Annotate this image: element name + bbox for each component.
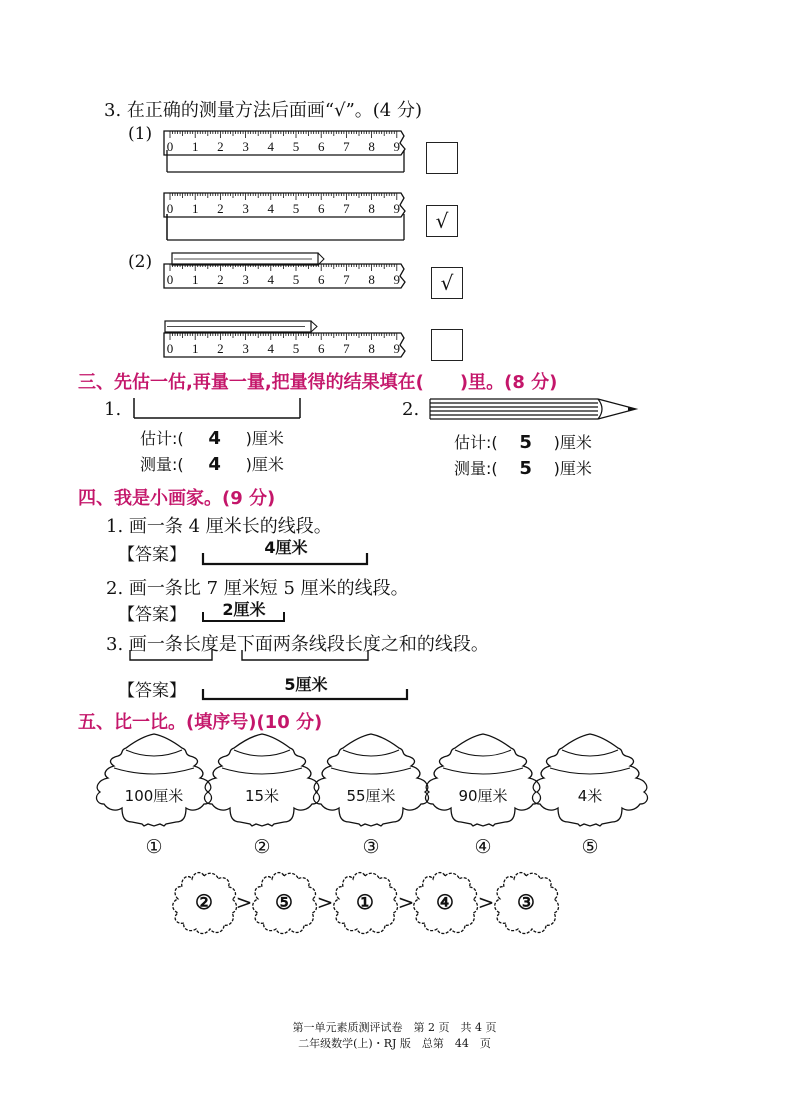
pencil-icon bbox=[428, 395, 643, 427]
s4-q3-text: 3. 画一条长度是下面两条线段长度之和的线段。 bbox=[106, 634, 489, 655]
section4-title: 四、我是小画家。(9 分) bbox=[78, 488, 276, 509]
svg-text:1: 1 bbox=[191, 341, 199, 356]
ruler-3 bbox=[164, 253, 405, 288]
s4-q3-line bbox=[200, 689, 412, 703]
svg-text:4: 4 bbox=[267, 139, 275, 154]
svg-text:6: 6 bbox=[317, 341, 325, 356]
svg-text:5: 5 bbox=[292, 139, 300, 154]
svg-text:6: 6 bbox=[317, 272, 325, 287]
q3-title: 3. 在正确的测量方法后面画“√”。(4 分) bbox=[104, 100, 422, 121]
svg-text:4: 4 bbox=[267, 341, 275, 356]
svg-text:3: 3 bbox=[242, 272, 249, 287]
s4-q1-line bbox=[200, 553, 372, 567]
svg-text:3: 3 bbox=[242, 341, 249, 356]
ruler-4 bbox=[164, 321, 405, 357]
svg-text:7: 7 bbox=[343, 341, 350, 356]
svg-text:0: 0 bbox=[166, 139, 174, 154]
order-item: ③ bbox=[517, 890, 535, 914]
s4-q2-answer: 2厘米 bbox=[222, 600, 266, 619]
s4-q2-line bbox=[200, 612, 290, 624]
svg-text:2: 2 bbox=[217, 201, 224, 216]
order-item: ① bbox=[356, 890, 374, 914]
q3-rulers bbox=[0, 0, 789, 380]
svg-text:1: 1 bbox=[191, 139, 199, 154]
svg-text:6: 6 bbox=[317, 201, 325, 216]
order-item: ④ bbox=[436, 890, 454, 914]
answer-box-1[interactable] bbox=[426, 142, 458, 174]
tree-label: 4米 bbox=[577, 787, 603, 805]
s3-item1-number: 1. bbox=[104, 399, 122, 420]
gt-sign: > bbox=[477, 890, 495, 914]
section5-title: 五、比一比。(填序号)(10 分) bbox=[78, 712, 323, 733]
svg-text:2: 2 bbox=[217, 139, 224, 154]
svg-text:4: 4 bbox=[267, 201, 275, 216]
s4-q1-text: 1. 画一条 4 厘米长的线段。 bbox=[106, 516, 332, 537]
tree-label: 15米 bbox=[244, 787, 280, 805]
svg-text:8: 8 bbox=[368, 272, 375, 287]
gt-sign: > bbox=[316, 890, 334, 914]
svg-text:1: 1 bbox=[191, 272, 199, 287]
svg-text:7: 7 bbox=[343, 139, 350, 154]
q3-part1-label: (1) bbox=[128, 124, 153, 144]
answer-box-4[interactable] bbox=[431, 329, 463, 361]
svg-text:9: 9 bbox=[393, 201, 401, 216]
tree-index: ② bbox=[253, 836, 271, 858]
svg-text:7: 7 bbox=[343, 201, 350, 216]
tree-label: 55厘米 bbox=[346, 787, 396, 805]
s3-segment bbox=[130, 398, 305, 420]
svg-text:0: 0 bbox=[166, 341, 174, 356]
s4-q3-given-segments bbox=[126, 648, 376, 664]
svg-text:2: 2 bbox=[217, 341, 224, 356]
s3-item2-measure-value: 5 bbox=[519, 458, 532, 479]
svg-text:5: 5 bbox=[292, 201, 300, 216]
svg-text:9: 9 bbox=[393, 341, 401, 356]
tree-index: ③ bbox=[362, 836, 380, 858]
svg-text:8: 8 bbox=[368, 341, 375, 356]
s3-item2-estimate-value: 5 bbox=[519, 432, 532, 453]
svg-text:1: 1 bbox=[191, 201, 199, 216]
s3-item2-number: 2. bbox=[402, 399, 420, 420]
svg-text:4: 4 bbox=[267, 272, 275, 287]
answer-box-3[interactable]: √ bbox=[431, 267, 463, 299]
s3-item1-estimate-value: 4 bbox=[208, 428, 221, 449]
s4-q1-answer-label: 【答案】 bbox=[118, 545, 186, 565]
s4-q2-text: 2. 画一条比 7 厘米短 5 厘米的线段。 bbox=[106, 578, 409, 599]
ruler-1 bbox=[164, 131, 405, 172]
q3-part2-label: (2) bbox=[128, 252, 153, 272]
s4-q1-answer: 4厘米 bbox=[264, 538, 308, 557]
svg-text:3: 3 bbox=[242, 201, 249, 216]
svg-text:3: 3 bbox=[242, 139, 249, 154]
s3-item1-measure-value: 4 bbox=[208, 454, 221, 475]
section3-title: 三、先估一估,再量一量,把量得的结果填在( )里。(8 分) bbox=[78, 372, 558, 393]
svg-text:0: 0 bbox=[166, 201, 174, 216]
s4-q2-answer-label: 【答案】 bbox=[118, 605, 186, 625]
s4-q3-answer: 5厘米 bbox=[284, 675, 328, 694]
svg-text:9: 9 bbox=[393, 139, 401, 154]
order-labels bbox=[0, 868, 789, 938]
svg-text:8: 8 bbox=[368, 139, 375, 154]
svg-text:5: 5 bbox=[292, 341, 300, 356]
tree-index: ⑤ bbox=[581, 836, 599, 858]
svg-text:6: 6 bbox=[317, 139, 325, 154]
footer-line2: 二年级数学(上)・RJ 版 总第 44 页 bbox=[298, 1037, 491, 1050]
tree-index: ④ bbox=[474, 836, 492, 858]
gt-sign: > bbox=[235, 890, 253, 914]
order-item: ⑤ bbox=[275, 890, 293, 914]
gt-sign: > bbox=[397, 890, 415, 914]
answer-box-2[interactable]: √ bbox=[426, 205, 458, 237]
svg-text:8: 8 bbox=[368, 201, 375, 216]
svg-text:9: 9 bbox=[393, 272, 401, 287]
ruler-2 bbox=[164, 193, 405, 240]
footer-line1: 第一单元素质测评试卷 第 2 页 共 4 页 bbox=[292, 1021, 497, 1034]
svg-text:2: 2 bbox=[217, 272, 224, 287]
svg-text:5: 5 bbox=[292, 272, 300, 287]
svg-text:0: 0 bbox=[166, 272, 174, 287]
s3-item2-measure: 测量:( 5 )厘米 bbox=[454, 458, 592, 479]
s3-item1-measure: 测量:( 4 )厘米 bbox=[140, 454, 284, 475]
tree-label: 100厘米 bbox=[124, 787, 184, 805]
s3-item2-estimate: 估计:( 5 )厘米 bbox=[454, 432, 592, 453]
s4-q3-answer-label: 【答案】 bbox=[118, 681, 186, 701]
svg-text:7: 7 bbox=[343, 272, 350, 287]
tree-labels bbox=[0, 736, 789, 876]
tree-index: ① bbox=[145, 836, 163, 858]
order-item: ② bbox=[195, 890, 213, 914]
s3-item1-estimate: 估计:( 4 )厘米 bbox=[140, 428, 284, 449]
tree-label: 90厘米 bbox=[458, 787, 508, 805]
